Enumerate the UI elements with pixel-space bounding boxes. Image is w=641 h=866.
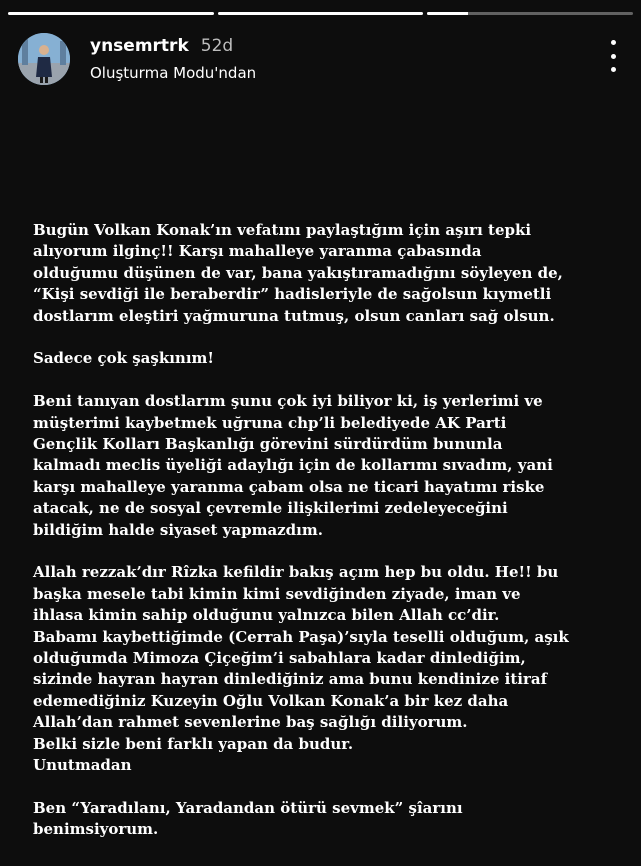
story-line: ihlasa kimin sahip olduğunu yalnızca bilen Allah cc’dir. — [33, 606, 500, 625]
story-line: bildiğim halde siyaset yapmazdım. — [33, 520, 323, 539]
story-line: Ben “Yaradılanı, Yaradandan ötürü sevmek” şîarını — [33, 798, 463, 817]
story-line: dostlarım eleştiri yağmuruna tutmuş, olsun canları sağ olsun. — [33, 306, 555, 325]
story-line: Belki sizle beni farklı yapan da budur. — [33, 734, 354, 753]
story-line: Sadece çok şaşkınım! — [33, 349, 214, 368]
story-line: Gençlik Kolları Başkanlığı görevini sürdürdüm bununla — [33, 435, 503, 454]
progress-fill-2 — [218, 12, 424, 15]
story-paragraph — [33, 348, 618, 369]
story-text — [33, 220, 618, 841]
progress-segment-2 — [218, 12, 424, 15]
story-paragraph — [33, 391, 618, 541]
story-progress-bar — [8, 12, 633, 15]
user-avatar-icon — [18, 33, 70, 85]
story-line: Beni tanıyan dostlarım şunu çok iyi biliyor ki, iş yerlerimi ve — [33, 392, 543, 411]
story-line: Allah rezzak’dır Rîzka kefildir bakış açım hep bu oldu. He!! bu — [33, 563, 559, 582]
story-line: Unutmadan — [33, 756, 132, 775]
story-line: “Kişi sevdiği ile beraberdir” hadisleriyle de sağolsun kıymetli — [33, 285, 552, 304]
progress-segment-1 — [8, 12, 214, 15]
story-line: edemediğiniz Kuzeyin Oğlu Volkan Konak’a bir kez daha — [33, 691, 509, 710]
story-line: Bugün Volkan Konak’ın vefatını paylaştığım için aşırı tepki — [33, 221, 532, 239]
story-line: olduğumda Mimoza Çiçeğim’i sabahlara kadar dinlediğim, — [33, 649, 526, 668]
story-header — [18, 30, 623, 88]
progress-segment-3 — [427, 12, 633, 15]
story-paragraph — [33, 798, 618, 841]
story-line: müşterimi kaybetmek uğruna chp’li belediyede AK Parti — [33, 413, 507, 432]
story-paragraph — [33, 220, 618, 327]
username[interactable]: ynsemrtrk — [90, 36, 189, 56]
story-line: benimsiyorum. — [33, 820, 159, 839]
story-meta — [90, 36, 256, 82]
story-line: başka mesele tabi kimin kimi sevdiğinden ziyade, iman ve — [33, 584, 521, 603]
more-vertical-icon[interactable] — [603, 40, 623, 72]
more-dot — [611, 40, 616, 45]
story-line: alıyorum ilginç!! Karşı mahalleye yaranma çabasında — [33, 242, 482, 261]
avatar[interactable] — [18, 33, 70, 85]
story-line: sizinde hayran hayran dinlediğiniz ama bunu kendinize itiraf — [33, 670, 548, 689]
story-line: kalmadı meclis üyeliği adaylığı için de kollarımı sıvadım, yani — [33, 456, 553, 475]
story-meta-top — [90, 36, 256, 56]
story-source-label[interactable]: Oluşturma Modu'ndan — [90, 64, 257, 82]
more-dot — [611, 67, 616, 72]
post-age: 52d — [200, 36, 234, 56]
more-dot — [611, 54, 616, 59]
story-line: Babamı kaybettiğimde (Cerrah Paşa)’sıyla teselli olduğum, aşık — [33, 627, 569, 646]
progress-fill-3 — [427, 12, 468, 15]
story-paragraph — [33, 562, 618, 776]
story-line: olduğumu düşünen de var, bana yakıştıramadığını söyleyen de, — [33, 263, 563, 282]
story-line: Allah’dan rahmet sevenlerine baş sağlığı diliyorum. — [33, 713, 468, 732]
story-line: atacak, ne de sosyal çevremle ilişkilerimi zedeleyeceğini — [33, 499, 508, 518]
progress-fill-1 — [8, 12, 214, 15]
story-line: karşı mahalleye yaranma çabam olsa ne ticari hayatımı riske — [33, 477, 545, 496]
